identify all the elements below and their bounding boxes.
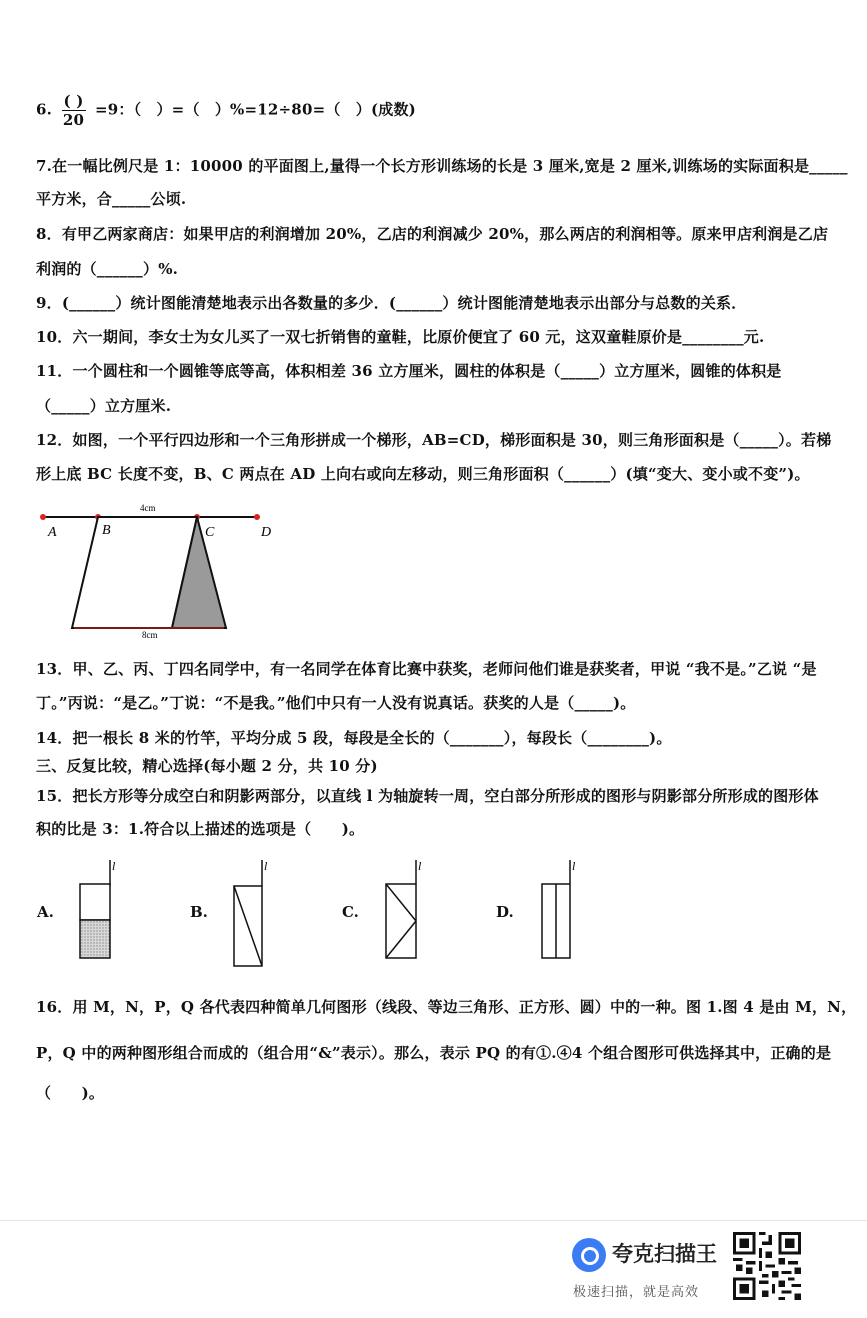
question-10: 10．六一期间，李女士为女儿买了一双七折销售的童鞋，比原价便宜了 60 元，这双童鞋原价是________元. [36,328,765,346]
option-a-label: A. [37,903,54,921]
question-12-line-1: 12．如图，一个平行四边形和一个三角形拼成一个梯形，AB=CD，梯形面积是 30，则三角形面积是（_____）。若梯 [36,431,832,449]
option-c-figure [384,858,434,962]
label-d: D [261,525,272,540]
label-c: C [205,525,215,540]
section-3-title: 三、反复比较，精心选择(每小题 2 分，共 10 分) [36,757,378,775]
question-13-line-1: 13．甲、乙、丙、丁四名同学中，有一名同学在体育比赛中获奖，老师问他们谁是获奖者，甲说 “我不是。”乙说 “是 [36,660,817,678]
label-a: A [48,525,57,540]
question-7-line-1: 7.在一幅比例尺是 1：10000 的平面图上,量得一个长方形训练场的长是 3 厘米,宽是 2 厘米,训练场的实际面积是_____ [36,157,848,175]
question-6: 6. $\frac{( )}{20}$ =9：（ ）=（ ）%=12÷80=（ ）(成数) [36,92,416,129]
question-11-line-1: 11．一个圆柱和一个圆锥等底等高，体积相差 36 立方厘米，圆柱的体积是（_____）立方厘米，圆锥的体积是 [36,362,782,380]
question-15-line-1: 15．把长方形等分成空白和阴影两部分，以直线 l 为轴旋转一周，空白部分所形成的图形与阴影部分所形成的图形体 [36,787,819,805]
question-16-line-2: P，Q 中的两种图形组合而成的（组合用“&”表示）。那么，表示 PQ 的有①.④4 个组合图形可供选择其中，正确的是 [36,1044,832,1062]
scanner-logo-icon [572,1238,606,1272]
question-8-line-1: 8．有甲乙两家商店：如果甲店的利润增加 20%，乙店的利润减少 20%，那么两店的利润相等。原来甲店利润是乙店 [36,225,829,243]
point-a [40,514,46,520]
option-b-figure [232,858,282,970]
question-14: 14．把一根长 8 米的竹竿，平均分成 5 段，每段是全长的（_______），每段长（________)。 [36,729,672,747]
brand-slogan: 极速扫描，就是高效 [573,1285,700,1300]
question-7-line-2: 平方米，合_____公顷. [36,190,187,208]
option-b-label: B. [190,903,208,921]
label-4cm: 4cm [140,503,156,513]
option-d-label: D. [496,903,514,921]
qr-code-icon [733,1231,801,1301]
brand-name: 夸克扫描王 [612,1242,717,1266]
option-d-figure [540,858,590,962]
svg-text:l: l [418,859,422,873]
question-16-line-3: （ )。 [36,1084,105,1102]
question-13-line-2: 丁。”丙说：“是乙。”丁说：“不是我。”他们中只有一人没有说真话。获奖的人是（_____)。 [36,694,636,712]
question-15-line-2: 积的比是 3：1.符合以上描述的选项是（ )。 [36,820,365,838]
trapezoid-figure [30,495,290,645]
question-16-line-1: 16．用 M，N，P，Q 各代表四种简单几何图形（线段、等边三角形、正方形、圆）中的一种。图 1.图 4 是由 M，N， [36,998,857,1016]
svg-text:l: l [572,859,576,873]
question-8-line-2: 利润的（______）%. [36,260,179,278]
question-12-line-2: 形上底 BC 长度不变，B、C 两点在 AD 上向右或向左移动，则三角形面积（______）(填“变大、变小或不变”)。 [36,465,810,483]
label-8cm: 8cm [142,630,158,640]
question-11-line-2: （_____）立方厘米. [36,397,172,415]
option-c-label: C. [342,903,359,921]
option-a-figure [78,858,128,962]
question-9: 9．(______）统计图能清楚地表示出各数量的多少．(______）统计图能清楚地表示出部分与总数的关系． [36,294,747,312]
fraction: $\frac{( )}{20}$ [62,92,85,129]
svg-text:l: l [264,859,268,873]
point-d [254,514,260,520]
svg-text:l: l [112,859,116,873]
label-b: B [102,523,111,538]
